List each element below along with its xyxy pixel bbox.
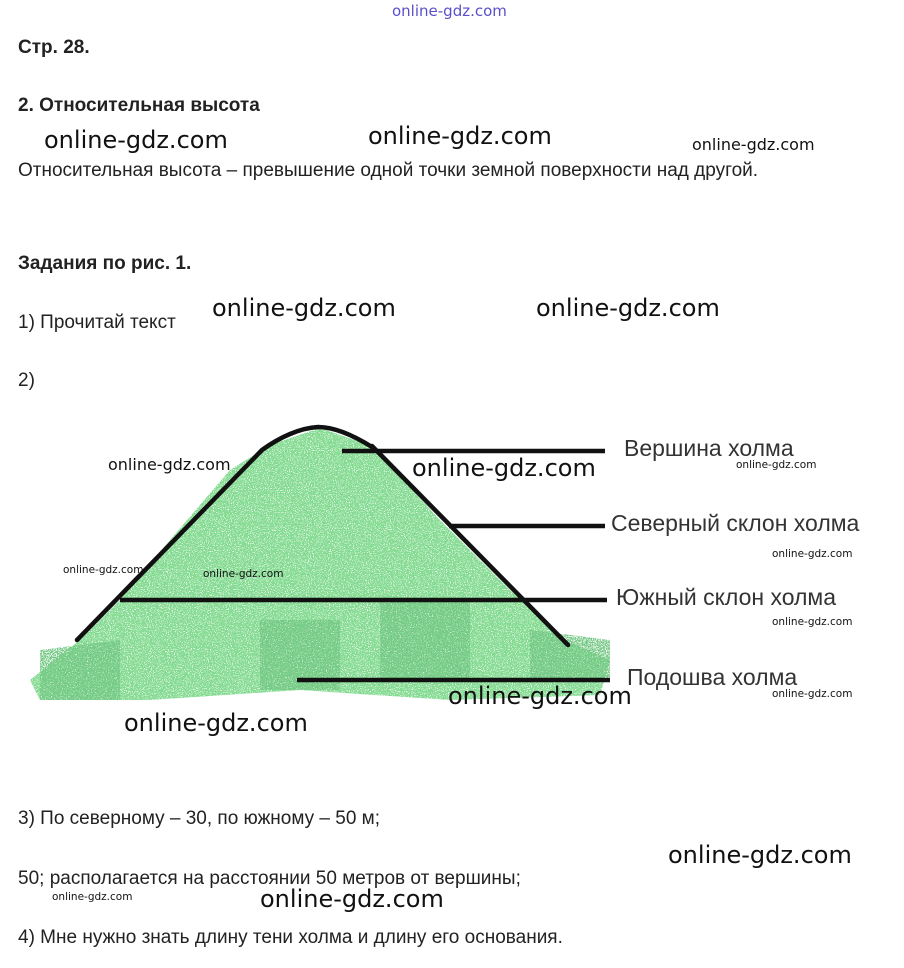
watermark: online-gdz.com xyxy=(448,682,632,710)
label-north-slope: Северный склон холма xyxy=(611,510,860,536)
watermark: online-gdz.com xyxy=(108,455,231,474)
watermark: online-gdz.com xyxy=(260,885,444,913)
watermark: online-gdz.com xyxy=(124,709,308,737)
watermark: online-gdz.com xyxy=(212,294,396,322)
watermark: online-gdz.com xyxy=(668,841,852,869)
watermark: online-gdz.com xyxy=(368,122,552,150)
label-foot: Подошва холма xyxy=(627,664,798,690)
watermark: online-gdz.com xyxy=(44,126,228,154)
label-summit: Вершина холма xyxy=(624,435,794,461)
answer-3-line-1: 3) По северному – 30, по южному – 50 м; xyxy=(18,808,381,829)
section-title: 2. Относительная высота xyxy=(18,95,260,116)
watermark: online-gdz.com xyxy=(772,688,853,700)
answer-3-line-2: 50; располагается на расстоянии 50 метров от вершины; xyxy=(18,868,521,889)
task-2: 2) xyxy=(18,370,35,391)
watermark: online-gdz.com xyxy=(772,548,853,560)
label-south-slope: Южный склон холма xyxy=(616,584,837,610)
task-1: 1) Прочитай текст xyxy=(18,312,176,333)
watermark: online-gdz.com xyxy=(772,616,853,628)
watermark: online-gdz.com xyxy=(52,891,133,903)
definition-paragraph: Относительная высота – превышение одной точки земной поверхности над другой. xyxy=(18,160,759,181)
watermark: online-gdz.com xyxy=(736,459,817,471)
watermark: online-gdz.com xyxy=(536,294,720,322)
watermark: online-gdz.com xyxy=(692,135,815,154)
watermark: online-gdz.com xyxy=(63,564,144,576)
watermark-top: online-gdz.com xyxy=(392,2,507,20)
page-reference: Стр. 28. xyxy=(18,37,90,58)
watermark: online-gdz.com xyxy=(203,568,284,580)
answer-4: 4) Мне нужно знать длину тени холма и длину его основания. xyxy=(18,927,563,948)
tasks-heading: Задания по рис. 1. xyxy=(18,253,192,274)
watermark: online-gdz.com xyxy=(412,454,596,482)
